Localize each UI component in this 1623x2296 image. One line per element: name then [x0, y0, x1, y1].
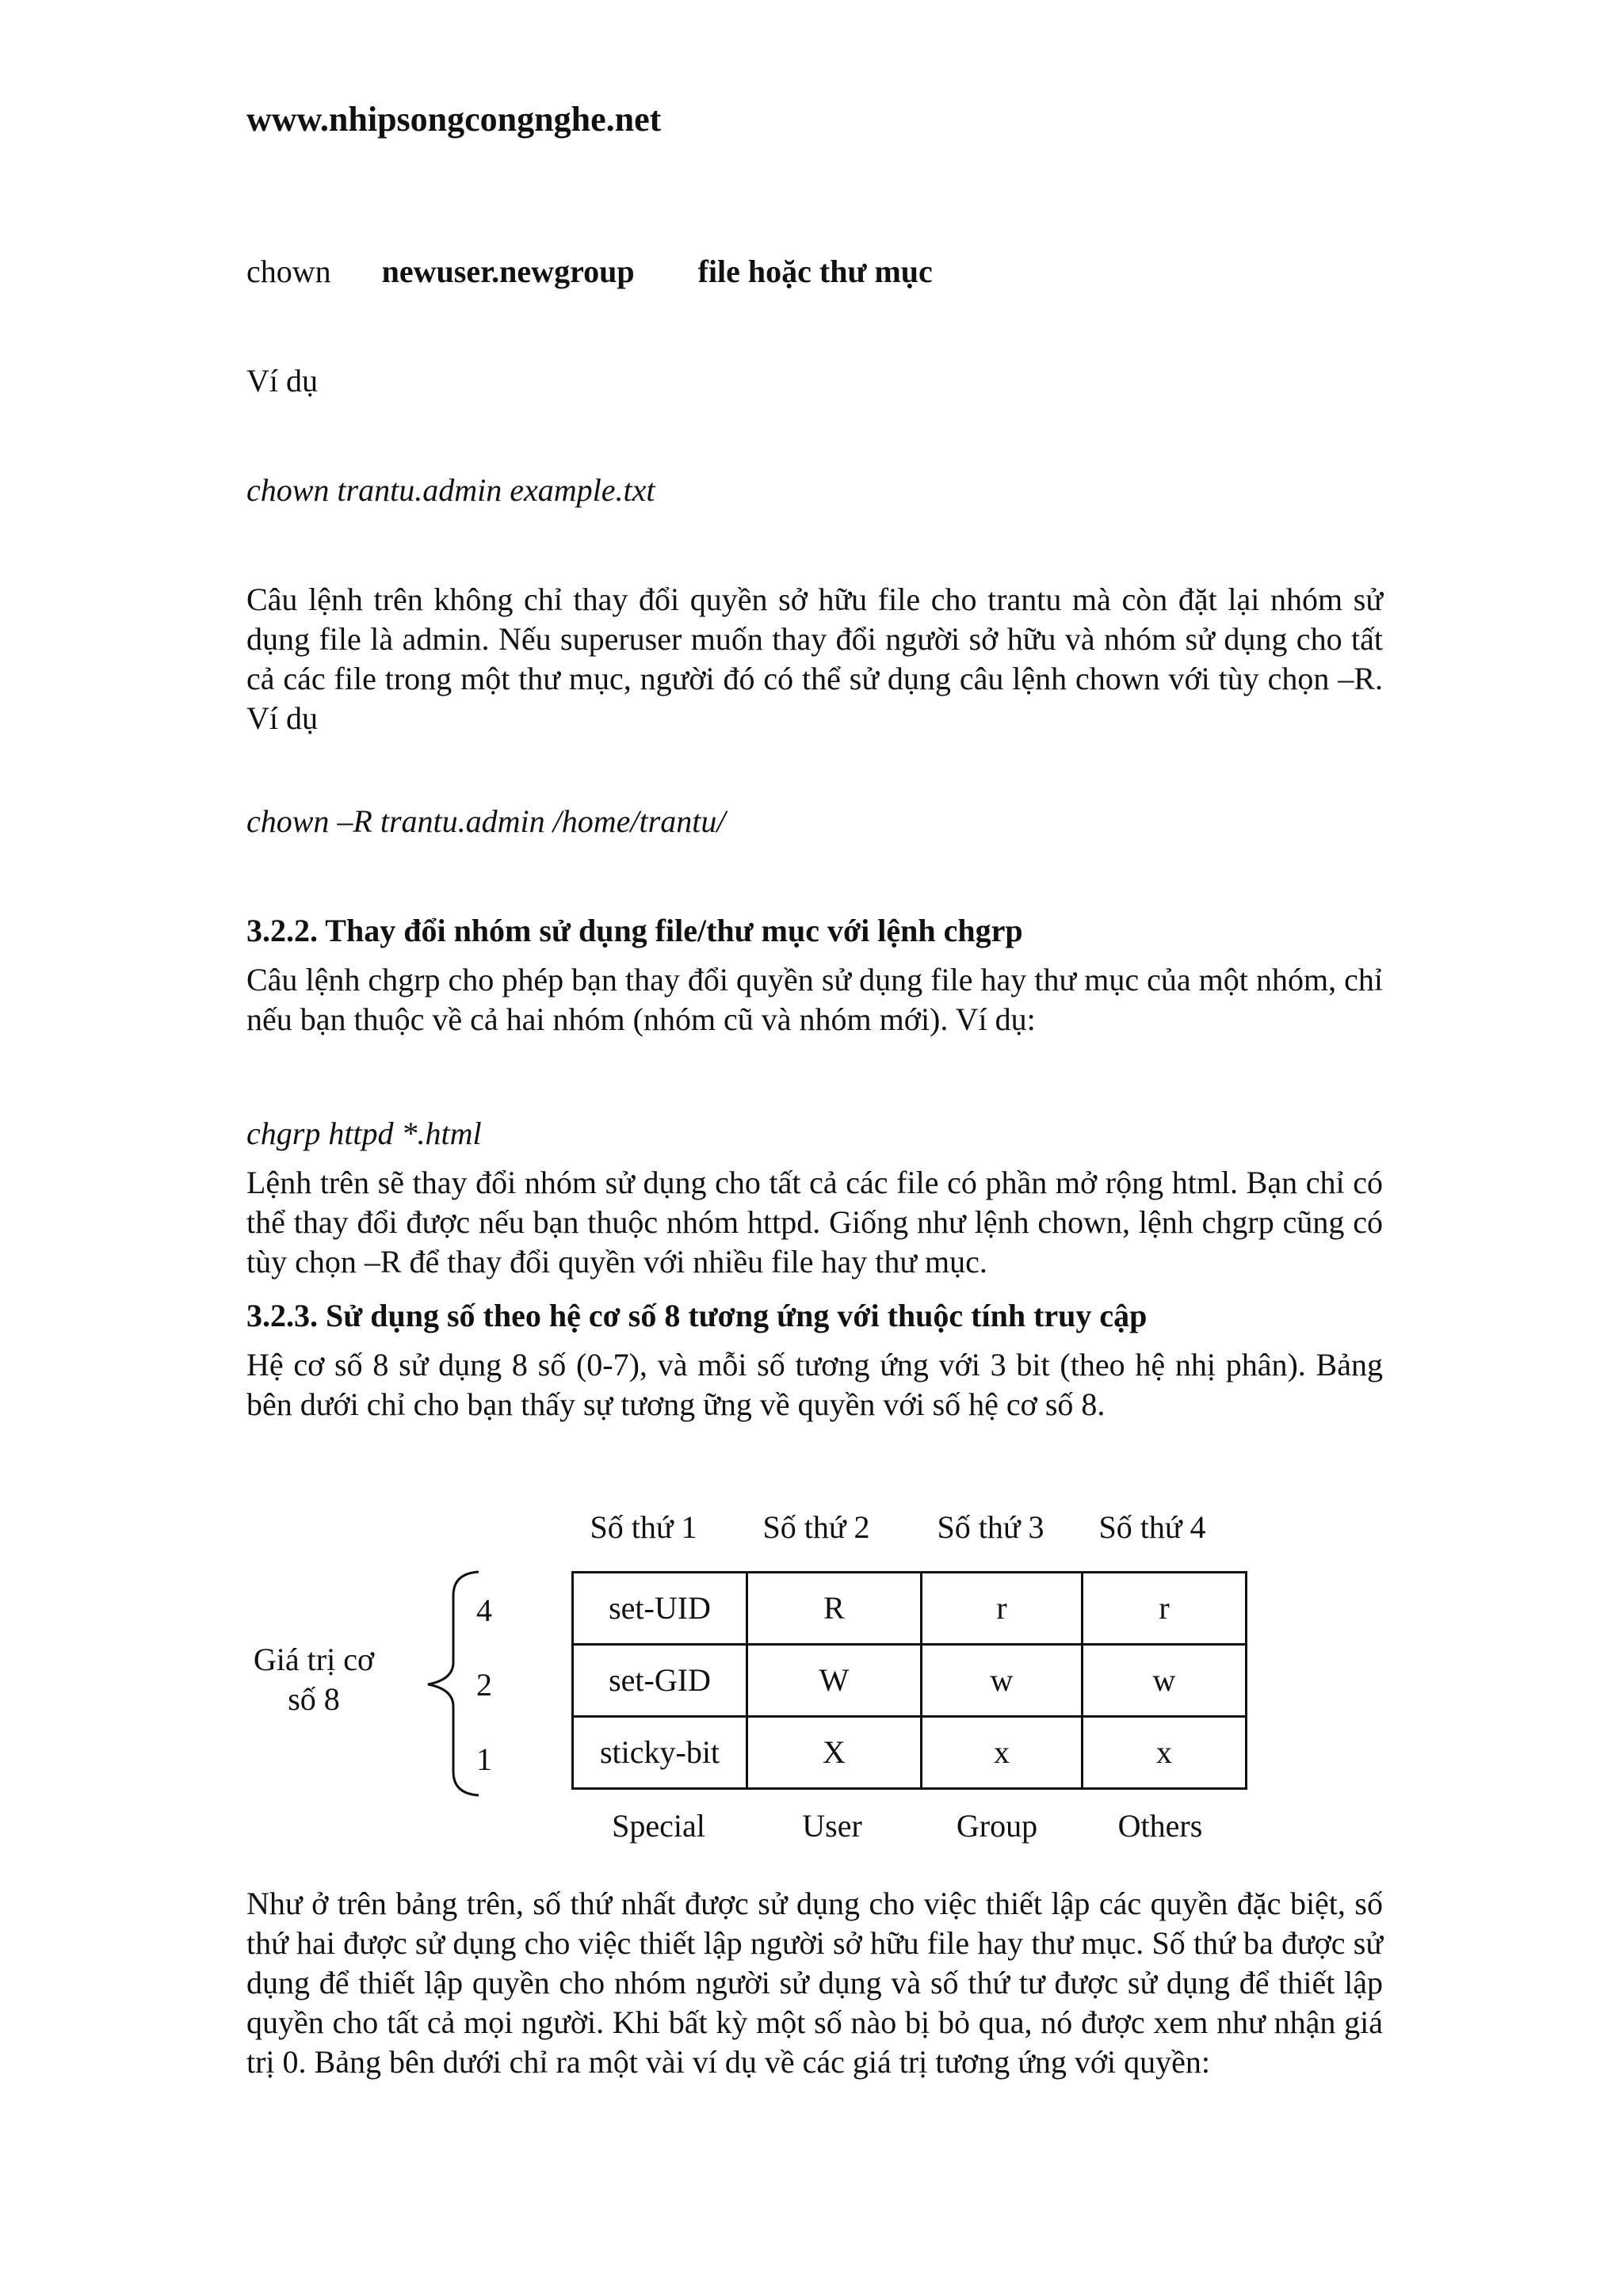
- table-cell: set-UID: [573, 1573, 747, 1645]
- page-header-url: www.nhipsongcongnghe.net: [246, 100, 662, 139]
- column-header: Số thứ 1: [590, 1509, 697, 1545]
- table-cell: set-GID: [573, 1645, 747, 1717]
- paragraph-octal-intro: Hệ cơ số 8 sử dụng 8 số (0-7), và mỗi số tương ứng với 3 bit (theo hệ nhị phân). Bảng bên dưới chỉ cho bạn thấy sự tương ững về quyền với số hệ cơ số 8.: [246, 1347, 1383, 1422]
- paragraph-chown-explain: Câu lệnh trên không chỉ thay đổi quyền sở hữu file cho trantu mà còn đặt lại nhóm sử dụng file là admin. Nếu superuser muốn thay đổi người sở hữu và nhóm sử dụng cho tất cả các file trong một thư mục, người đó có thể sử dụng câu lệnh chown với tùy chọn –R. Ví dụ: [246, 582, 1383, 736]
- octal-value-label: [242, 1640, 385, 1719]
- syntax-arg-owner: newuser.newgroup: [381, 254, 635, 289]
- table-row: [573, 1717, 1247, 1789]
- permission-table: [571, 1571, 1247, 1790]
- table-cell: w: [922, 1645, 1083, 1717]
- table-row: [573, 1573, 1247, 1645]
- table-cell: x: [1083, 1717, 1247, 1789]
- paragraph-chgrp-explain: Lệnh trên sẽ thay đổi nhóm sử dụng cho tất cả các file có phần mở rộng html. Bạn chỉ có thể thay đổi được nếu bạn thuộc nhóm httpd. Giống như lệnh chown, lệnh chgrp cũng có tùy chọn –R để thay đổi quyền với nhiều file hay thư mục.: [246, 1165, 1383, 1280]
- table-cell: x: [922, 1717, 1083, 1789]
- column-header: Số thứ 3: [937, 1509, 1044, 1545]
- paragraph-octal-explain: Như ở trên bảng trên, số thứ nhất được sử dụng cho việc thiết lập các quyền đặc biệt, số thứ hai được sử dụng cho việc thiết lập người sở hữu file hay thư mục. Số thứ ba được sử dụng để thiết lập quyền cho nhóm người sử dụng và số thứ tư được sử dụng để thiết lập quyền cho tất cả mọi người. Khi bất kỳ một số nào bị bỏ qua, nó được xem như nhận giá trị 0. Bảng bên dưới chỉ ra một vài ví dụ về các giá trị tương ứng với quyền:: [246, 1886, 1383, 2080]
- table-cell: X: [747, 1717, 922, 1789]
- table-cell: w: [1083, 1645, 1247, 1717]
- column-header: Số thứ 4: [1098, 1509, 1206, 1545]
- column-footer-label: Group: [956, 1808, 1038, 1844]
- section-heading-3-2-2: 3.2.2. Thay đổi nhóm sử dụng file/thư mục với lệnh chgrp: [246, 913, 1023, 948]
- example-chown-code: chown trantu.admin example.txt: [246, 472, 655, 508]
- syntax-line: [246, 252, 933, 292]
- section-heading-3-2-3: 3.2.3. Sử dụng số theo hệ cơ số 8 tương ứng với thuộc tính truy cập: [246, 1298, 1148, 1333]
- column-footer-label: User: [802, 1808, 862, 1844]
- octal-value-label-line: số 8: [288, 1681, 340, 1717]
- table-cell: W: [747, 1645, 922, 1717]
- example-chgrp-code: chgrp httpd *.html: [246, 1116, 482, 1151]
- table-cell: R: [747, 1573, 922, 1645]
- table-cell: r: [1083, 1573, 1247, 1645]
- table-cell: sticky-bit: [573, 1717, 747, 1789]
- bit-value: 2: [476, 1667, 492, 1703]
- syntax-arg-target: file hoặc thư mục: [697, 254, 933, 289]
- bit-value: 4: [476, 1592, 492, 1628]
- octal-value-label-line: Giá trị cơ: [253, 1642, 375, 1677]
- example-chown-recursive-code: chown –R trantu.admin /home/trantu/: [246, 803, 726, 839]
- example-label: Ví dụ: [246, 363, 318, 399]
- paragraph-chgrp-intro: Câu lệnh chgrp cho phép bạn thay đổi quyền sử dụng file hay thư mục của một nhóm, chỉ nếu bạn thuộc về cả hai nhóm (nhóm cũ và nhóm mới). Ví dụ:: [246, 962, 1383, 1037]
- bit-value: 1: [476, 1741, 492, 1777]
- column-footer-label: Others: [1117, 1808, 1203, 1844]
- table-cell: r: [922, 1573, 1083, 1645]
- column-footer-label: Special: [612, 1808, 705, 1844]
- syntax-command: chown: [246, 254, 331, 289]
- column-header: Số thứ 2: [762, 1509, 870, 1545]
- table-row: [573, 1645, 1247, 1717]
